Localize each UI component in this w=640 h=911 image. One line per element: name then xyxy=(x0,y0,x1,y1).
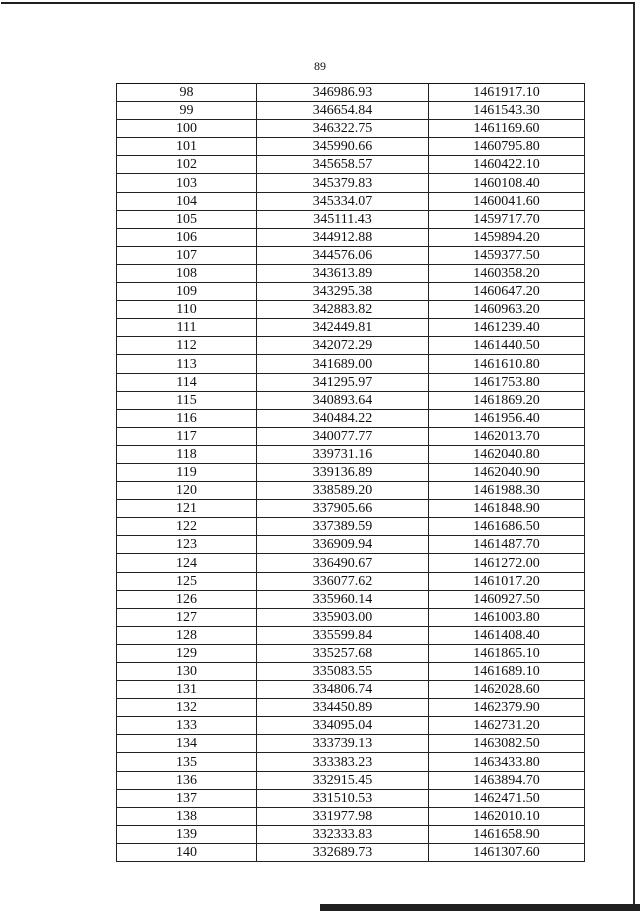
point-number-cell: 98 xyxy=(117,84,257,102)
x-coordinate-cell: 340893.64 xyxy=(257,391,429,409)
x-coordinate-cell: 343295.38 xyxy=(257,283,429,301)
x-coordinate-cell: 345658.57 xyxy=(257,156,429,174)
y-coordinate-cell: 1463433.80 xyxy=(429,753,585,771)
y-coordinate-cell: 1461408.40 xyxy=(429,626,585,644)
table-row xyxy=(117,518,585,536)
y-coordinate-cell: 1461753.80 xyxy=(429,373,585,391)
table-row xyxy=(117,626,585,644)
point-number-cell: 123 xyxy=(117,536,257,554)
y-coordinate-cell: 1460927.50 xyxy=(429,590,585,608)
y-coordinate-cell: 1460041.60 xyxy=(429,192,585,210)
y-coordinate-cell: 1460647.20 xyxy=(429,283,585,301)
y-coordinate-cell: 1461865.10 xyxy=(429,644,585,662)
x-coordinate-cell: 339731.16 xyxy=(257,445,429,463)
y-coordinate-cell: 1461869.20 xyxy=(429,391,585,409)
x-coordinate-cell: 342449.81 xyxy=(257,319,429,337)
y-coordinate-cell: 1462013.70 xyxy=(429,427,585,445)
y-coordinate-cell: 1462010.10 xyxy=(429,807,585,825)
point-number-cell: 125 xyxy=(117,572,257,590)
table-row xyxy=(117,699,585,717)
point-number-cell: 118 xyxy=(117,445,257,463)
x-coordinate-cell: 334806.74 xyxy=(257,681,429,699)
point-number-cell: 119 xyxy=(117,463,257,481)
point-number-cell: 131 xyxy=(117,681,257,699)
x-coordinate-cell: 343613.89 xyxy=(257,264,429,282)
y-coordinate-cell: 1460108.40 xyxy=(429,174,585,192)
y-coordinate-cell: 1461239.40 xyxy=(429,319,585,337)
y-coordinate-cell: 1459717.70 xyxy=(429,210,585,228)
y-coordinate-cell: 1461307.60 xyxy=(429,843,585,861)
point-number-cell: 134 xyxy=(117,735,257,753)
x-coordinate-cell: 335903.00 xyxy=(257,608,429,626)
table-row xyxy=(117,102,585,120)
point-number-cell: 100 xyxy=(117,120,257,138)
table-row xyxy=(117,138,585,156)
table-row xyxy=(117,283,585,301)
point-number-cell: 138 xyxy=(117,807,257,825)
y-coordinate-cell: 1461689.10 xyxy=(429,663,585,681)
point-number-cell: 136 xyxy=(117,771,257,789)
y-coordinate-cell: 1461169.60 xyxy=(429,120,585,138)
x-coordinate-cell: 332689.73 xyxy=(257,843,429,861)
table-row xyxy=(117,391,585,409)
table-row xyxy=(117,409,585,427)
table-row xyxy=(117,663,585,681)
table-row xyxy=(117,789,585,807)
table-row xyxy=(117,771,585,789)
x-coordinate-cell: 345334.07 xyxy=(257,192,429,210)
point-number-cell: 109 xyxy=(117,283,257,301)
point-number-cell: 128 xyxy=(117,626,257,644)
x-coordinate-cell: 334450.89 xyxy=(257,699,429,717)
table-row xyxy=(117,572,585,590)
y-coordinate-cell: 1462028.60 xyxy=(429,681,585,699)
y-coordinate-cell: 1461017.20 xyxy=(429,572,585,590)
point-number-cell: 115 xyxy=(117,391,257,409)
x-coordinate-cell: 338589.20 xyxy=(257,482,429,500)
y-coordinate-cell: 1462040.80 xyxy=(429,445,585,463)
coordinates-table-body xyxy=(117,84,585,862)
table-row xyxy=(117,156,585,174)
table-row xyxy=(117,120,585,138)
page-number: 89 xyxy=(314,59,326,73)
y-coordinate-cell: 1462040.90 xyxy=(429,463,585,481)
x-coordinate-cell: 344576.06 xyxy=(257,246,429,264)
x-coordinate-cell: 336490.67 xyxy=(257,554,429,572)
x-coordinate-cell: 334095.04 xyxy=(257,717,429,735)
x-coordinate-cell: 335960.14 xyxy=(257,590,429,608)
point-number-cell: 124 xyxy=(117,554,257,572)
x-coordinate-cell: 341295.97 xyxy=(257,373,429,391)
x-coordinate-cell: 345990.66 xyxy=(257,138,429,156)
point-number-cell: 112 xyxy=(117,337,257,355)
x-coordinate-cell: 341689.00 xyxy=(257,355,429,373)
y-coordinate-cell: 1459377.50 xyxy=(429,246,585,264)
y-coordinate-cell: 1460422.10 xyxy=(429,156,585,174)
point-number-cell: 113 xyxy=(117,355,257,373)
x-coordinate-cell: 346654.84 xyxy=(257,102,429,120)
table-row xyxy=(117,337,585,355)
x-coordinate-cell: 336909.94 xyxy=(257,536,429,554)
table-row xyxy=(117,590,585,608)
table-row xyxy=(117,355,585,373)
table-row xyxy=(117,445,585,463)
point-number-cell: 137 xyxy=(117,789,257,807)
point-number-cell: 111 xyxy=(117,319,257,337)
table-row xyxy=(117,427,585,445)
x-coordinate-cell: 345111.43 xyxy=(257,210,429,228)
point-number-cell: 110 xyxy=(117,301,257,319)
x-coordinate-cell: 335257.68 xyxy=(257,644,429,662)
x-coordinate-cell: 336077.62 xyxy=(257,572,429,590)
table-row xyxy=(117,373,585,391)
point-number-cell: 104 xyxy=(117,192,257,210)
y-coordinate-cell: 1460795.80 xyxy=(429,138,585,156)
point-number-cell: 101 xyxy=(117,138,257,156)
table-row xyxy=(117,246,585,264)
point-number-cell: 132 xyxy=(117,699,257,717)
table-row xyxy=(117,301,585,319)
y-coordinate-cell: 1462379.90 xyxy=(429,699,585,717)
table-row xyxy=(117,228,585,246)
y-coordinate-cell: 1459894.20 xyxy=(429,228,585,246)
table-row xyxy=(117,554,585,572)
y-coordinate-cell: 1461848.90 xyxy=(429,500,585,518)
y-coordinate-cell: 1463082.50 xyxy=(429,735,585,753)
x-coordinate-cell: 342072.29 xyxy=(257,337,429,355)
table-row xyxy=(117,735,585,753)
table-row xyxy=(117,753,585,771)
x-coordinate-cell: 346986.93 xyxy=(257,84,429,102)
y-coordinate-cell: 1461686.50 xyxy=(429,518,585,536)
point-number-cell: 102 xyxy=(117,156,257,174)
table-row xyxy=(117,174,585,192)
x-coordinate-cell: 331977.98 xyxy=(257,807,429,825)
x-coordinate-cell: 339136.89 xyxy=(257,463,429,481)
y-coordinate-cell: 1461543.30 xyxy=(429,102,585,120)
y-coordinate-cell: 1461440.50 xyxy=(429,337,585,355)
y-coordinate-cell: 1461272.00 xyxy=(429,554,585,572)
table-row xyxy=(117,608,585,626)
y-coordinate-cell: 1461658.90 xyxy=(429,825,585,843)
x-coordinate-cell: 332915.45 xyxy=(257,771,429,789)
table-row xyxy=(117,319,585,337)
x-coordinate-cell: 342883.82 xyxy=(257,301,429,319)
point-number-cell: 121 xyxy=(117,500,257,518)
point-number-cell: 117 xyxy=(117,427,257,445)
point-number-cell: 116 xyxy=(117,409,257,427)
table-row xyxy=(117,807,585,825)
point-number-cell: 107 xyxy=(117,246,257,264)
table-row xyxy=(117,210,585,228)
y-coordinate-cell: 1461917.10 xyxy=(429,84,585,102)
point-number-cell: 129 xyxy=(117,644,257,662)
point-number-cell: 105 xyxy=(117,210,257,228)
point-number-cell: 106 xyxy=(117,228,257,246)
x-coordinate-cell: 340077.77 xyxy=(257,427,429,445)
x-coordinate-cell: 346322.75 xyxy=(257,120,429,138)
point-number-cell: 122 xyxy=(117,518,257,536)
table-row xyxy=(117,84,585,102)
point-number-cell: 133 xyxy=(117,717,257,735)
table-row xyxy=(117,264,585,282)
y-coordinate-cell: 1461487.70 xyxy=(429,536,585,554)
x-coordinate-cell: 345379.83 xyxy=(257,174,429,192)
y-coordinate-cell: 1460358.20 xyxy=(429,264,585,282)
y-coordinate-cell: 1461610.80 xyxy=(429,355,585,373)
x-coordinate-cell: 331510.53 xyxy=(257,789,429,807)
x-coordinate-cell: 333383.23 xyxy=(257,753,429,771)
x-coordinate-cell: 332333.83 xyxy=(257,825,429,843)
point-number-cell: 140 xyxy=(117,843,257,861)
point-number-cell: 135 xyxy=(117,753,257,771)
table-row xyxy=(117,825,585,843)
y-coordinate-cell: 1462471.50 xyxy=(429,789,585,807)
y-coordinate-cell: 1461003.80 xyxy=(429,608,585,626)
y-coordinate-cell: 1462731.20 xyxy=(429,717,585,735)
point-number-cell: 103 xyxy=(117,174,257,192)
point-number-cell: 130 xyxy=(117,663,257,681)
x-coordinate-cell: 335599.84 xyxy=(257,626,429,644)
point-number-cell: 126 xyxy=(117,590,257,608)
table-row xyxy=(117,500,585,518)
x-coordinate-cell: 335083.55 xyxy=(257,663,429,681)
table-row xyxy=(117,463,585,481)
table-row xyxy=(117,536,585,554)
y-coordinate-cell: 1460963.20 xyxy=(429,301,585,319)
point-number-cell: 120 xyxy=(117,482,257,500)
point-number-cell: 108 xyxy=(117,264,257,282)
table-row xyxy=(117,192,585,210)
point-number-cell: 127 xyxy=(117,608,257,626)
table-row xyxy=(117,843,585,861)
x-coordinate-cell: 337389.59 xyxy=(257,518,429,536)
point-number-cell: 99 xyxy=(117,102,257,120)
table-row xyxy=(117,482,585,500)
x-coordinate-cell: 340484.22 xyxy=(257,409,429,427)
table-row xyxy=(117,717,585,735)
x-coordinate-cell: 337905.66 xyxy=(257,500,429,518)
table-row xyxy=(117,681,585,699)
point-number-cell: 114 xyxy=(117,373,257,391)
x-coordinate-cell: 333739.13 xyxy=(257,735,429,753)
y-coordinate-cell: 1461956.40 xyxy=(429,409,585,427)
coordinates-table xyxy=(116,83,585,862)
y-coordinate-cell: 1463894.70 xyxy=(429,771,585,789)
point-number-cell: 139 xyxy=(117,825,257,843)
x-coordinate-cell: 344912.88 xyxy=(257,228,429,246)
scan-edge-shadow xyxy=(320,904,640,911)
y-coordinate-cell: 1461988.30 xyxy=(429,482,585,500)
table-row xyxy=(117,644,585,662)
